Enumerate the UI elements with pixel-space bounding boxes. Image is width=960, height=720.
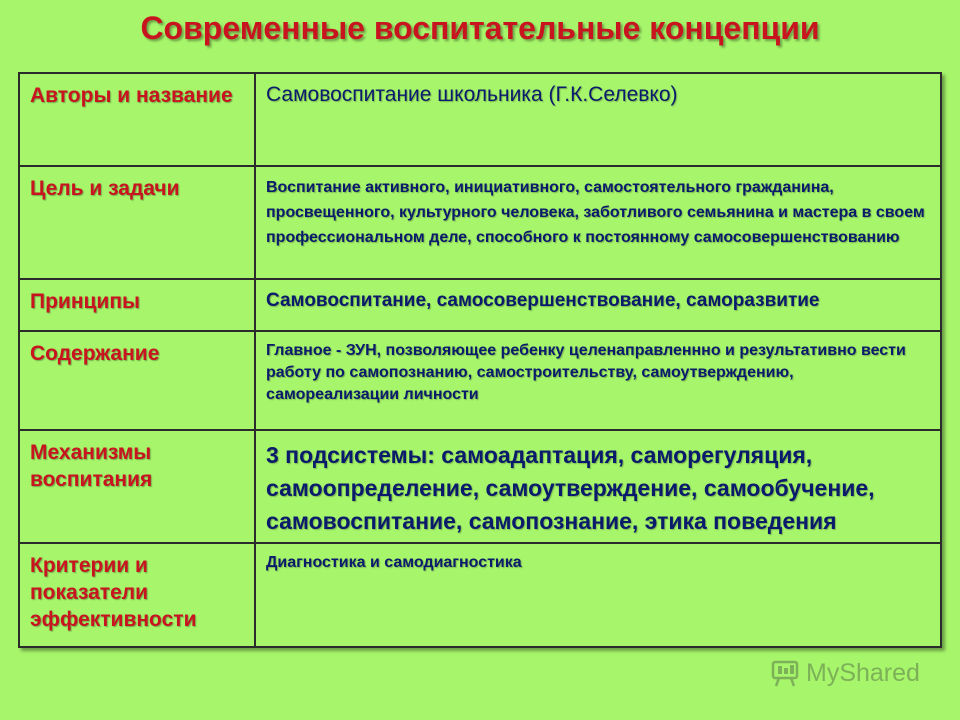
row-label-principles: Принципы xyxy=(19,279,255,331)
table-row xyxy=(19,73,941,166)
table-row xyxy=(19,279,941,331)
page-title: Современные воспитательные концепции xyxy=(140,10,820,46)
table-row xyxy=(19,331,941,430)
row-value-criteria: Диагностика и самодиагностика xyxy=(255,543,941,647)
row-value-goals: Воспитание активного, инициативного, самостоятельного гражданина, просвещенного, культурного человека, заботливого семьянина и мастера в своем профессиональном деле, способного к постоянному самосовершенствованию xyxy=(255,166,941,279)
watermark xyxy=(770,658,920,688)
row-value-authors: Самовоспитание школьника (Г.К.Селевко) xyxy=(255,73,941,166)
row-value-content: Главное - ЗУН, позволяющее ребенку целенаправленнно и результативно вести работу по самопознанию, самостроительству, самоутверждению, самореализации личности xyxy=(255,331,941,430)
presentation-board-icon xyxy=(770,658,800,688)
table-row xyxy=(19,430,941,543)
row-value-mechanisms: 3 подсистемы: самоадаптация, саморегуляция, самоопределение, самоутверждение, самообучение, самовоспитание, самопознание, этика поведения xyxy=(255,430,941,543)
table-row xyxy=(19,166,941,279)
row-value-principles: Самовоспитание, самосовершенствование, саморазвитие xyxy=(255,279,941,331)
row-label-criteria: Критерии и показатели эффективности xyxy=(19,543,255,647)
watermark-text: MyShared xyxy=(806,658,920,687)
row-label-authors: Авторы и название xyxy=(19,73,255,166)
row-label-goals: Цель и задачи xyxy=(19,166,255,279)
table-row xyxy=(19,543,941,647)
row-label-mechanisms: Механизмы воспитания xyxy=(19,430,255,543)
row-label-content: Содержание xyxy=(19,331,255,430)
concept-table xyxy=(18,72,942,648)
